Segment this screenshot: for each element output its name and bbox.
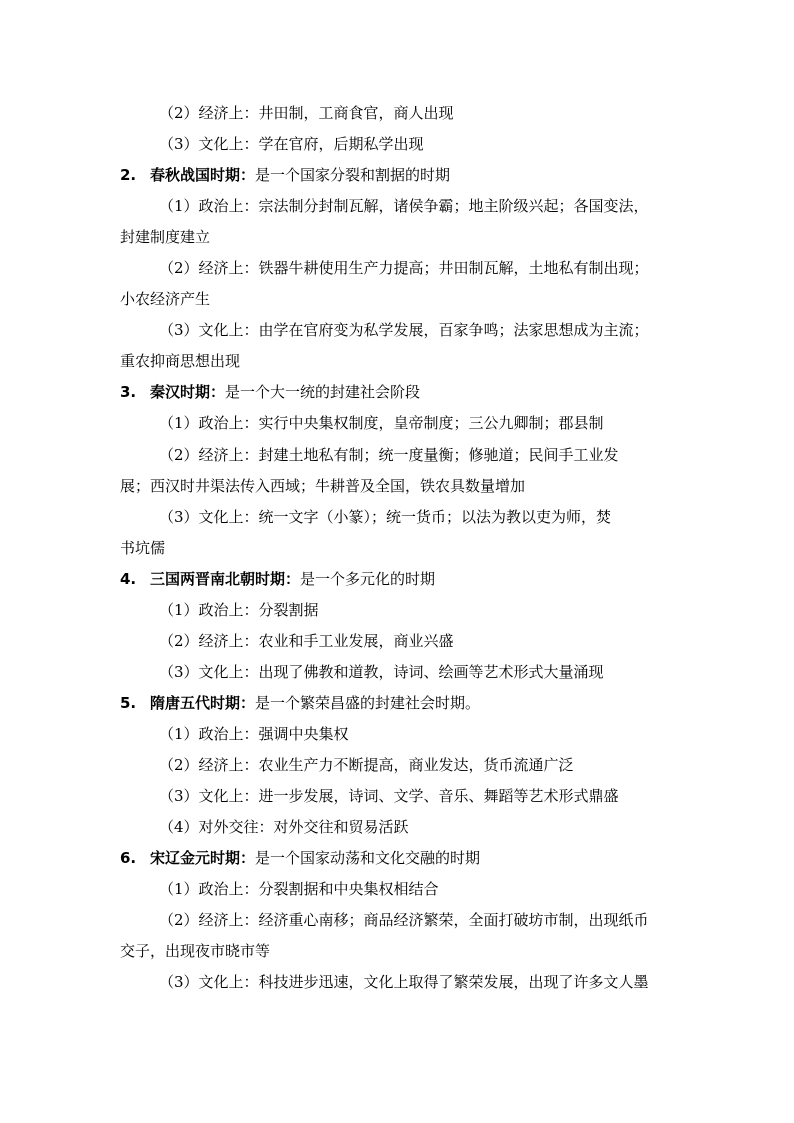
section-description: 是一个大一统的封建社会阶段: [225, 383, 421, 401]
item-politics-continued: 封建制度建立: [120, 228, 211, 246]
section-title: 秦汉时期：: [150, 383, 226, 401]
section-heading: [120, 848, 480, 868]
item-culture-continued: 重农抑商思想出现: [120, 352, 241, 370]
section-title: 宋辽金元时期：: [150, 849, 256, 867]
section-heading: [120, 382, 420, 402]
item-economy: （2）经济上：农业和手工业发展，商业兴盛: [159, 632, 454, 650]
section-heading: [120, 693, 480, 713]
item-culture: （3）文化上：进一步发展，诗词、文学、音乐、舞蹈等艺术形式鼎盛: [159, 787, 619, 805]
item-economy: （2）经济上：铁器牛耕使用生产力提高；井田制瓦解，土地私有制出现；: [159, 259, 649, 277]
item-foreign-relations: （4）对外交往：对外交往和贸易活跃: [159, 818, 409, 836]
section-heading: [120, 165, 450, 185]
section-number: 4.: [120, 570, 137, 588]
item-politics: （1）政治上：宗法制分封制瓦解，诸侯争霸；地主阶级兴起；各国变法，: [159, 197, 649, 215]
item-culture: （3）文化上：出现了佛教和道教，诗词、绘画等艺术形式大量涌现: [159, 663, 604, 681]
section-title: 春秋战国时期：: [150, 166, 256, 184]
section-number: 3.: [120, 383, 137, 401]
item-economy: （2）经济上：经济重心南移；商品经济繁荣，全面打破坊市制，出现纸币: [159, 911, 649, 929]
section-number: 2.: [120, 166, 137, 184]
section-description: 是一个繁荣昌盛的封建社会时期。: [255, 694, 481, 712]
section-title: 三国两晋南北朝时期：: [150, 570, 301, 588]
item-politics: （1）政治上：分裂割据: [159, 601, 319, 619]
section-heading: [120, 569, 435, 589]
section-title: 隋唐五代时期：: [150, 694, 256, 712]
item-culture-continued: 书坑儒: [120, 539, 166, 557]
section-description: 是一个国家动荡和文化交融的时期: [255, 849, 481, 867]
item-politics: （1）政治上：强调中央集权: [159, 725, 349, 743]
item-politics: （1）政治上：实行中央集权制度，皇帝制度；三公九卿制；郡县制: [159, 414, 604, 432]
item-economy: （2）经济上：封建土地私有制；统一度量衡；修驰道；民间手工业发: [159, 446, 619, 464]
section-number: 5.: [120, 694, 137, 712]
section-description: 是一个多元化的时期: [300, 570, 436, 588]
item-politics: （1）政治上：分裂割据和中央集权相结合: [159, 880, 439, 898]
item-culture: （3）文化上：由学在官府变为私学发展，百家争鸣；法家思想成为主流；: [159, 321, 649, 339]
item-culture: （3）文化上：科技进步迅速，文化上取得了繁荣发展，出现了许多文人墨: [159, 973, 649, 991]
item-economy: （2）经济上：井田制，工商食官，商人出现: [159, 104, 454, 122]
section-number: 6.: [120, 849, 137, 867]
item-economy-continued: 小农经济产生: [120, 290, 211, 308]
item-culture: （3）文化上：统一文字（小篆）；统一货币；以法为教以吏为师，焚: [159, 508, 612, 526]
item-culture: （3）文化上：学在官府，后期私学出现: [159, 135, 424, 153]
item-economy: （2）经济上：农业生产力不断提高，商业发达，货币流通广泛: [159, 756, 574, 774]
section-description: 是一个国家分裂和割据的时期: [255, 166, 451, 184]
item-economy-continued: 展；西汉时井渠法传入西域；牛耕普及全国，铁农具数量增加: [120, 477, 526, 495]
item-economy-continued: 交子，出现夜市晓市等: [120, 942, 271, 960]
